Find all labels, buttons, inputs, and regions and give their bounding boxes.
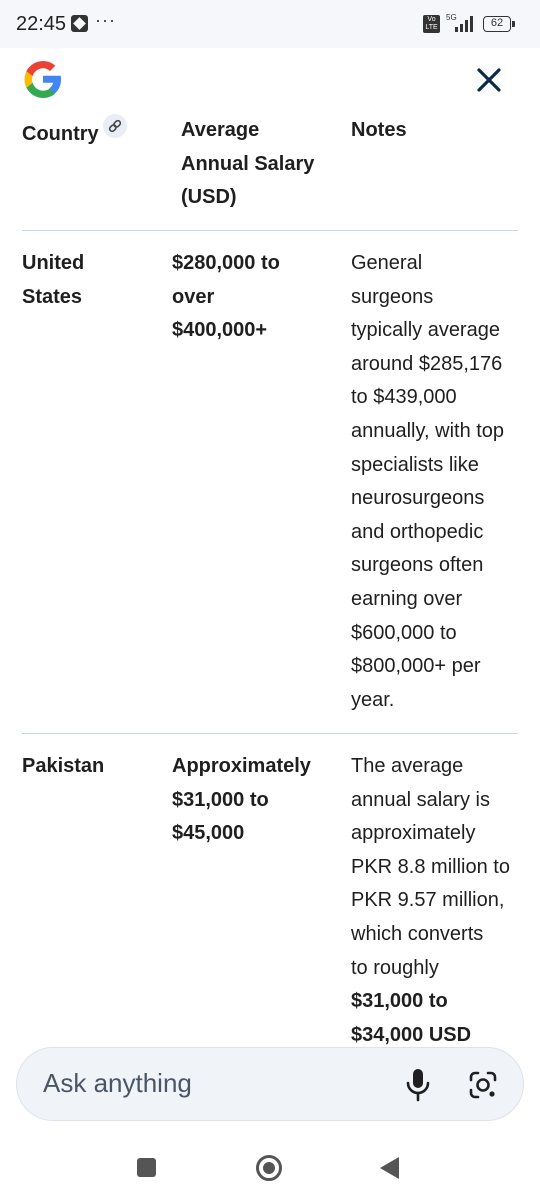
cell-line: $31,000 to (172, 788, 269, 811)
cell-line: $400,000+ (172, 319, 268, 342)
cell-line: neurosurgeons (351, 487, 485, 510)
status-bar (0, 0, 540, 48)
ask-bar[interactable] (16, 1047, 524, 1121)
signal-icon (445, 12, 477, 34)
cell-line: to $439,000 (351, 386, 457, 409)
cell-line: and orthopedic (351, 520, 484, 543)
ask-input[interactable]: Ask anything (43, 1068, 192, 1098)
mic-icon[interactable] (404, 1068, 432, 1102)
cell-line: year. (351, 688, 395, 711)
google-g-logo (21, 57, 65, 101)
country-cell (22, 750, 162, 784)
cell-line: United (22, 252, 85, 274)
salary-cell (172, 750, 337, 851)
cell-line: $800,000+ per (351, 655, 481, 678)
cell-line: surgeons (351, 285, 434, 308)
volte-icon: Vo LTE (423, 15, 440, 33)
cell-line: Pakistan (22, 755, 105, 777)
cell-line: $600,000 to (351, 621, 457, 644)
cell-line: which converts (351, 922, 484, 945)
cell-line-clipped: $34,000 USD (351, 1023, 472, 1046)
cell-line: General (351, 252, 423, 274)
column-header-country (22, 114, 162, 152)
column-header-salary (181, 114, 341, 215)
header-line: Annual Salary (181, 152, 315, 175)
notes-cell (351, 247, 531, 717)
cell-line: Approximately (172, 755, 311, 777)
cell-line: States (22, 285, 83, 308)
header (0, 48, 540, 120)
row-divider (22, 230, 518, 231)
lens-icon[interactable] (467, 1069, 499, 1101)
salary-table (0, 119, 540, 1046)
cell-line-bold: $31,000 to (351, 990, 448, 1013)
header-line: (USD) (181, 186, 237, 209)
cell-line: specialists like (351, 453, 479, 476)
cell-line: over (172, 285, 215, 308)
cell-line: $45,000 (172, 822, 245, 845)
cell-line: earning over (351, 587, 463, 610)
header-line: Average (181, 119, 260, 141)
column-header-country-label: Country (22, 123, 99, 145)
link-icon[interactable] (103, 114, 127, 138)
system-nav-bar (0, 1135, 540, 1200)
home-button[interactable] (256, 1155, 282, 1181)
app-notification-icon (71, 15, 88, 32)
cell-line: annual salary is (351, 788, 490, 811)
battery-icon: 62 (483, 16, 511, 32)
more-notifications-icon: ··· (95, 10, 116, 30)
status-time: 22:45 (16, 13, 67, 35)
cell-line: $280,000 to (172, 252, 280, 274)
row-divider (22, 733, 518, 734)
cell-line: PKR 9.57 million, (351, 889, 505, 912)
cell-line: annually, with top (351, 419, 505, 442)
country-cell (22, 247, 162, 314)
cell-line: typically average (351, 319, 500, 342)
cell-line: PKR 8.8 million to (351, 855, 510, 878)
back-button[interactable] (380, 1157, 399, 1179)
column-header-notes: Notes (351, 119, 407, 141)
close-icon[interactable] (467, 58, 511, 102)
cell-line: approximately (351, 822, 476, 845)
cell-line: around $285,176 (351, 352, 503, 375)
cell-line: The average (351, 755, 464, 777)
network-type-label: 5G (446, 13, 457, 22)
cell-line: surgeons often (351, 554, 484, 577)
notes-cell (351, 750, 531, 1046)
salary-cell (172, 247, 337, 348)
cell-line: to roughly (351, 956, 439, 979)
recents-button[interactable] (137, 1158, 156, 1177)
